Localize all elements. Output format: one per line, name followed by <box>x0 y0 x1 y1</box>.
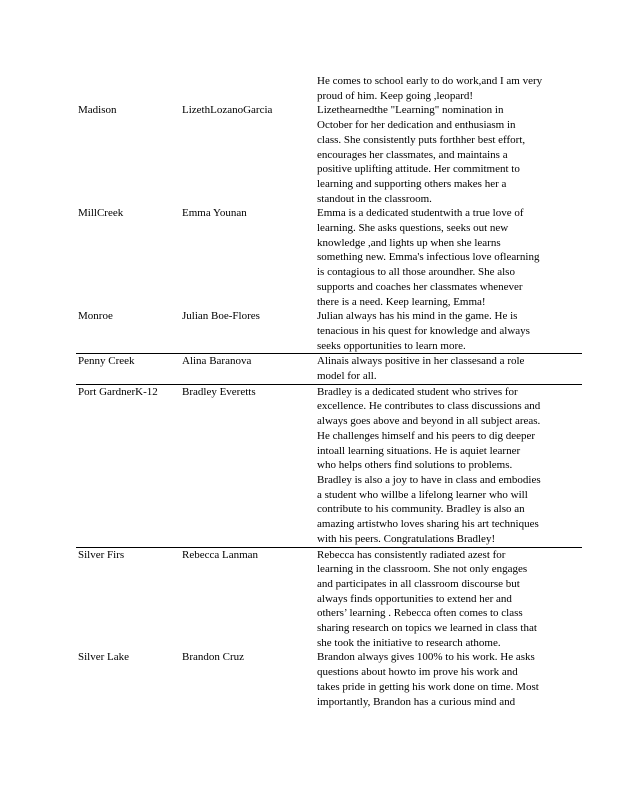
student-name: Alina Baranova <box>182 355 252 368</box>
student-name: Julian Boe-Flores <box>182 310 260 323</box>
continued-description: He comes to school early to do work,and I am very proud of him. Keep going ,leopard! <box>317 75 543 102</box>
continued-row <box>76 74 582 103</box>
school-name: Penny Creek <box>78 355 135 368</box>
nomination-row-mill-creek <box>76 206 582 309</box>
school-name: Monroe <box>78 310 113 323</box>
school-name: MillCreek <box>78 207 124 220</box>
nomination-row-monroe <box>76 309 582 353</box>
student-name: Rebecca Lanman <box>182 548 259 561</box>
school-name: Silver Firs <box>78 548 125 561</box>
nomination-description: Alinais always positive in her classesand a role model for all. <box>317 355 525 383</box>
student-name: Emma Younan <box>182 207 247 220</box>
nomination-row-madison <box>76 103 582 206</box>
nomination-description: Lizethearnedthe "Learning" nomination in October for her dedication and enthusiasm in class. She consistently puts forthher best effort, encourages her classmates, and maintains a positive uplifting attitude. Her commitment to learning and supporting others makes her a standout in the classroom. <box>317 104 526 205</box>
nominations-document <box>76 74 582 709</box>
school-name: Port GardnerK-12 <box>78 385 158 398</box>
school-name: Madison <box>78 104 117 117</box>
nomination-description: Emma is a dedicated studentwith a true love of learning. She asks questions, seeks out new knowledge ,and lights up when she learns something new. Emma's infectious love oflearning is contagious to all those aroundher. She also supports and coaches her classmates whenever there is a need. Keep learning, Emma! <box>317 207 540 308</box>
student-name: LizethLozanoGarcia <box>182 104 273 117</box>
school-name: Silver Lake <box>78 651 130 664</box>
nomination-row-silver-lake <box>76 650 582 709</box>
nomination-description: Brandon always gives 100% to his work. He asks questions about howto im prove his work and takes pride in getting his work done on time. Most importantly, Brandon has a curious mind and <box>317 651 539 708</box>
student-name: Brandon Cruz <box>182 651 245 664</box>
nomination-description: Bradley is a dedicated student who strives for excellence. He contributes to class discussions and always goes above and beyond in all subject areas. He challenges himself and his peers to dig deeper intoall learning situations. He is aquiet learner who helps others find solutions to problems. Bradley is also a joy to have in class and embodies a student who willbe a lifelong learner who will contribute to his community. Bradley is also an amazing artistwho loves sharing his art techniques with his peers. Congratulations Bradley! <box>317 385 541 545</box>
nomination-row-penny-creek <box>76 353 582 383</box>
student-name: Bradley Everetts <box>182 385 256 398</box>
nomination-description: Rebecca has consistently radiated azest for learning in the classroom. She not only engages and participates in all classroom discourse but always finds opportunities to extend her and others’ learning . Rebecca often comes to class sharing research on topics we learned in class that she took the initiative to research athome. <box>317 548 537 649</box>
nomination-row-silver-firs <box>76 548 582 651</box>
nomination-description: Julian always has his mind in the game. He is tenacious in his quest for knowledge and always seeks opportunities to learn more. <box>317 310 530 352</box>
nomination-row-port-gardner <box>76 384 582 548</box>
